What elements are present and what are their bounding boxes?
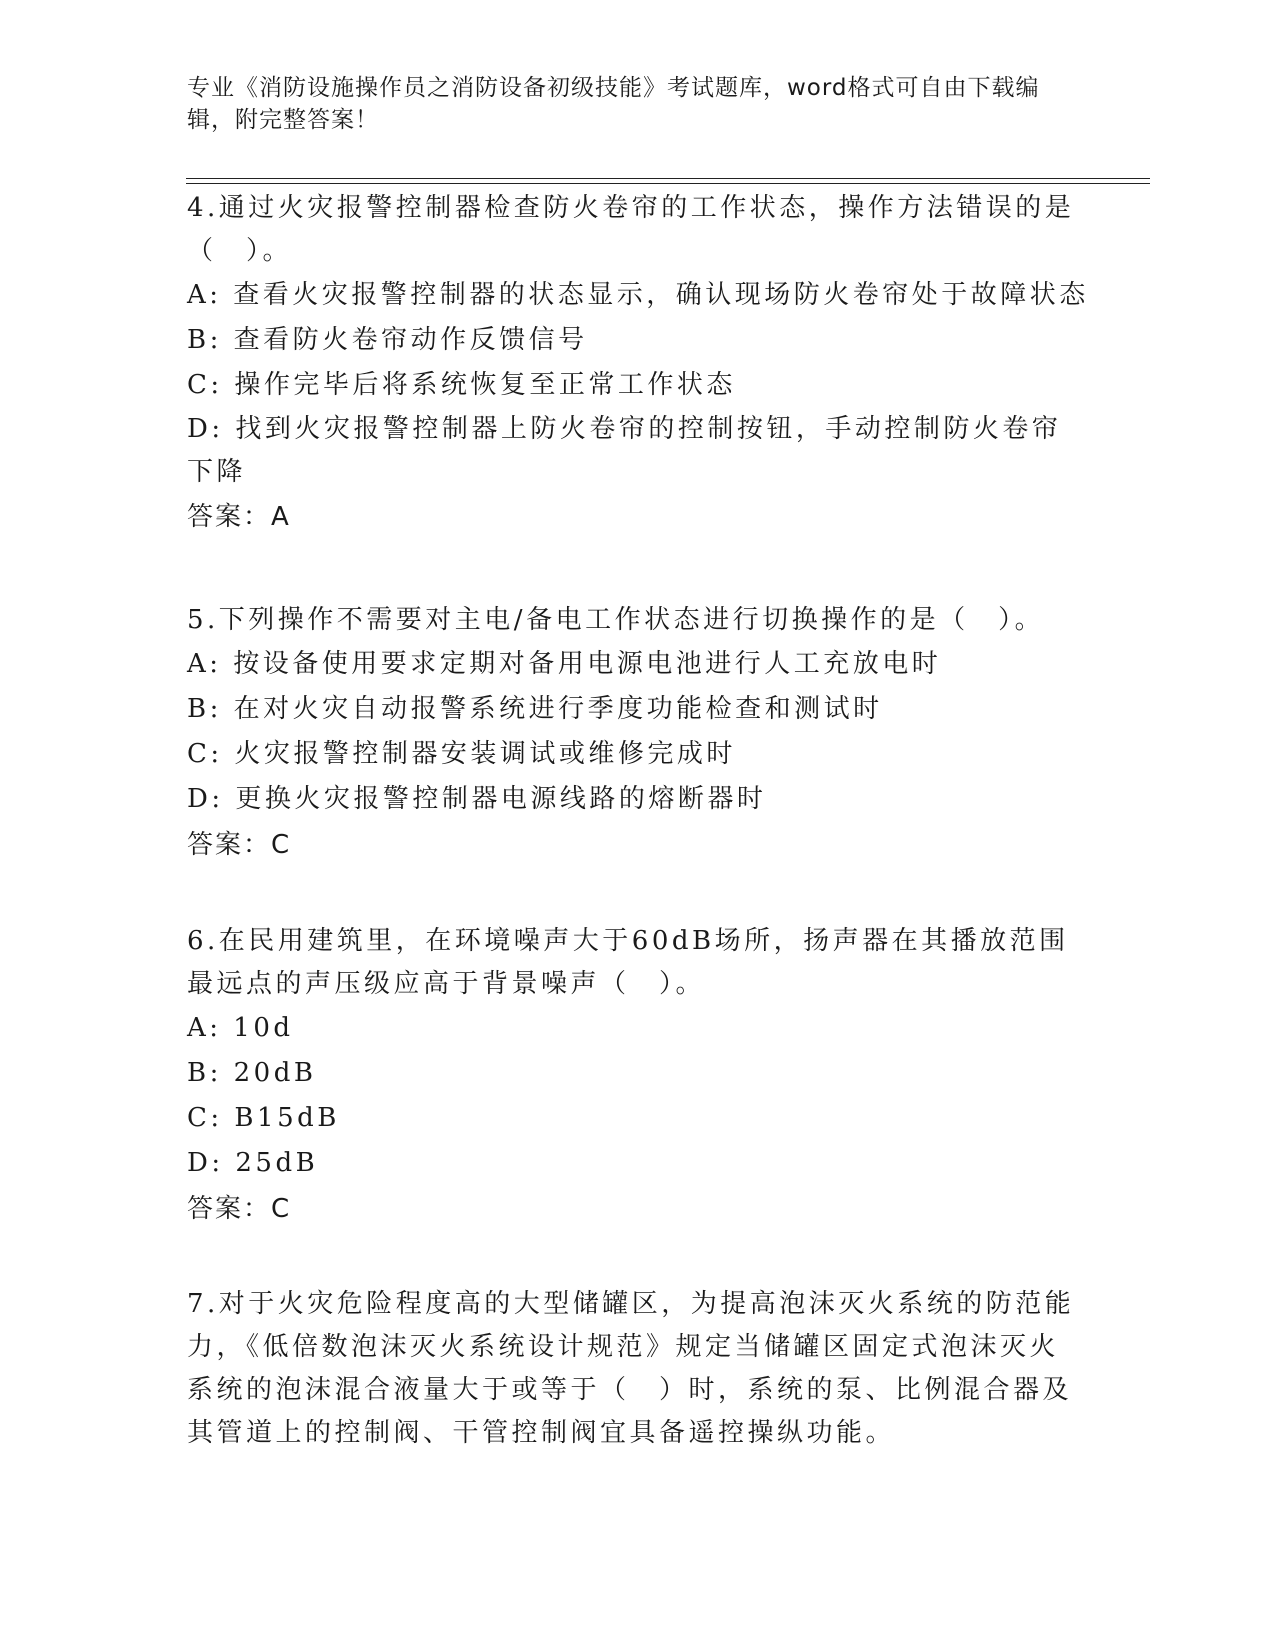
option-c: C: 操作完毕后将系统恢复至正常工作状态 — [187, 370, 736, 400]
question-stem: 7.对于火灾危险程度高的大型储罐区，为提高泡沫灭火系统的防范能力，《低倍数泡沫灭火系统设计规范》规定当储罐区固定式泡沫灭火系统的泡沫混合液量大于或等于（ ）时，系统的泵、比例混合器及其管道上的控制阀、干管控制阀宜具备遥控操纵功能。 — [187, 1289, 1075, 1448]
document-header: 专业《消防设施操作员之消防设备初级技能》考试题库，word格式可自由下载编辑，附完整答案！ — [187, 75, 1040, 133]
option-a: A: 10d — [187, 1013, 294, 1043]
question-stem: 5.下列操作不需要对主电/备电工作状态进行切换操作的是（ ）。 — [187, 605, 1045, 635]
question-stem: 6.在民用建筑里，在环境噪声大于60dB场所，扬声器在其播放范围最远点的声压级应高于背景噪声（ ）。 — [187, 926, 1069, 999]
answer: 答案：C — [187, 830, 292, 860]
option-b: B: 在对火灾自动报警系统进行季度功能检查和测试时 — [187, 694, 883, 724]
header-divider-top — [186, 178, 1150, 179]
option-d: D: 找到火灾报警控制器上防火卷帘的控制按钮，手动控制防火卷帘下降 — [187, 414, 1062, 487]
option-c: C: B15dB — [187, 1103, 340, 1133]
header-divider-bottom — [186, 183, 1150, 184]
option-d: D: 25dB — [187, 1148, 319, 1178]
question-4 — [187, 187, 1089, 540]
question-6 — [187, 920, 1077, 1232]
option-c: C: 火灾报警控制器安装调试或维修完成时 — [187, 739, 736, 769]
option-a: A: 按设备使用要求定期对备用电源电池进行人工充放电时 — [187, 649, 942, 679]
option-a: A: 查看火灾报警控制器的状态显示，确认现场防火卷帘处于故障状态 — [187, 280, 1089, 310]
question-5 — [187, 599, 1077, 868]
answer: 答案：C — [187, 1194, 292, 1224]
option-b: B: 查看防火卷帘动作反馈信号 — [187, 325, 588, 355]
option-d: D: 更换火灾报警控制器电源线路的熔断器时 — [187, 784, 767, 814]
question-stem: 4.通过火灾报警控制器检查防火卷帘的工作状态，操作方法错误的是（ ）。 — [187, 193, 1075, 266]
option-b: B: 20dB — [187, 1058, 317, 1088]
answer: 答案：A — [187, 502, 291, 532]
question-7 — [187, 1283, 1077, 1455]
